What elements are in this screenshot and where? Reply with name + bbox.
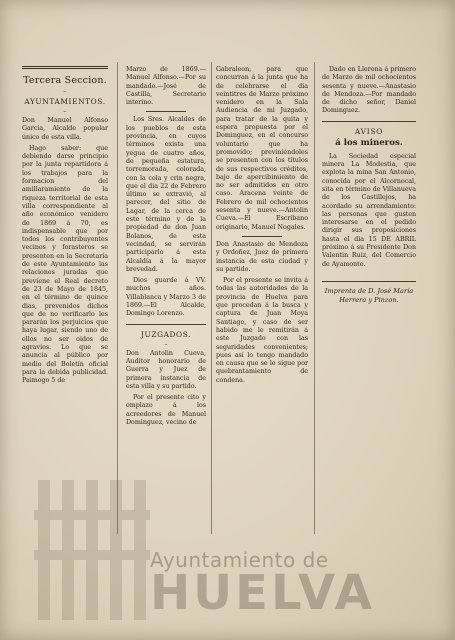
divider-rule (146, 111, 186, 112)
column-divider (117, 62, 118, 534)
column-3 (216, 66, 308, 388)
ornament-dash: – (63, 88, 67, 95)
column-4 (322, 66, 416, 305)
column-1 (22, 66, 108, 389)
watermark-line-1: Ayuntamiento de (150, 548, 329, 572)
paragraph: Gabraleon, para que concurran á la junta que ha de celebrarse el dia veintitres de Marzo próximo venidero en la Sala Audiencia de mi Juzgado, para tratar de la quita y espera propuesta por el Dominguez, en el concurso voluntario que ha promovido; previniéndoles se presenten con los títulos de sus respectivos créditos, bajo de apercibimiento de no ser admitidos en otro caso. Aracena veinte de Febrero de mil ochocientos sesenta y nueve.—Antolin Cueva.—El Escribano originario, Manuel Nogales. (216, 66, 308, 231)
paragraph: La Sociedad especial minera La Modestia, que explota la mina San Antonio, conocida por el Alcornocal, sita en término de Villanueva de los Castillejos, ha acordado su arrendamiento: las personas que gusten interesarse en el pedido dirigir sus proposiciones hasta el dia 15 DE ABRIL próximo á su Presidente Don Valentin Ruiz, del Comercio de Ayamonte. (322, 152, 416, 268)
paragraph: Don Manuel Alfonso Garcia, Alcalde popular único de esta villa. (22, 117, 108, 141)
divider-rule (322, 121, 416, 122)
paragraph: Marzo de 1869.—Manuel Alfonso.—Por su mandado.—José de Castilla, Secretario interino. (126, 66, 206, 107)
ornament-dash: – (63, 108, 67, 115)
juzgados-heading: JUZGADOS. (140, 329, 192, 339)
paragraph: Don Anastasio de Mendoza y Ordoñez, Juez de primera instancia de esta ciudad y su partido. (216, 240, 308, 273)
imprint-line: Imprenta de D. José María Herrera y Pinzon. (324, 286, 414, 304)
paragraph: Dios guarde á VV. muchos años. Villablanca y Marzo 3 de 1869.—El Alcalde, Domingo Lorenzo. (126, 277, 206, 318)
paragraph: Dado en Llerena á primero de Marzo de mil ochocientos sesenta y nueve.—Anastasio de Mendoza.—Por mandado de dicho señor, Daniel Dominguez. (322, 66, 416, 115)
column-divider (314, 62, 315, 534)
section-title: Tercera Seccion. (23, 75, 107, 86)
paragraph: Por el presente se invita á todas las autoridades de la provincia de Huelva para que procedan á la busca y captura de Juan Moya Santiago, y caso de ser habido me le remitirán á este Juzgado con las seguridades convenientes; pues así lo tengo mandado en causa que se le sigue por quebrantamiento de condena. (216, 277, 308, 384)
column-divider (211, 62, 212, 534)
section-rule (22, 66, 108, 69)
ayuntamientos-heading: AYUNTAMIENTOS. (24, 97, 106, 106)
divider-rule (322, 281, 416, 282)
watermark-line-2: HUELVA (150, 565, 375, 621)
divider-rule (126, 324, 206, 325)
column-2 (126, 66, 206, 430)
paragraph: Por el presente cito y emplazo á los acreedores de Manuel Dominguez, vecino de (126, 394, 206, 426)
aviso-subheading: á los mineros. (335, 137, 403, 148)
divider-rule (242, 236, 282, 237)
paragraph: Los Sres. Alcaldes de los pueblos de esta provincia, en cuyos términos exista una yegua de cuatro años, de pequeña estatura, torremorada, colorada, con la cola y crin negra, que el dia 22 de Febrero último se extravió, al parecer, del sitio de Lagar, de la cerca de este término y de la propiedad de don Juan Bolanos, de esta vecindad, se servirán participarlo á esta Alcaldía á la mayor brevedad. (126, 116, 206, 273)
paragraph: Hago saber: que debiendo darse principio por la junta repartidora á los trabajos para la formacion del amillaramiento de la riqueza territorial de esta villa correspondiente al año económico venidero de 1869 á 70, es indispensable que por todos los contribuyentes vecinos y forasteros se presenten en la Secretaría de este Ayuntamiento las relaciones juradas que previene el Real decreto de 23 de Mayo de 1845, en el término de quince dias, prevenidos dichos que de no verificarlo les pararán los perjuicios que haya lugar, siendo uno de ellos no ser oidos de agravios. Lo que se anuncia al público por medio del Boletín oficial para la debida publicidad. Paimogo 5 de (22, 144, 108, 385)
ornament-dash: – (164, 340, 168, 348)
aviso-heading: AVISO (354, 126, 384, 136)
paragraph: Don Antolin Cueva, Auditor honorario de Guerra y Juez de primera instancia de esta villa y su partido. (126, 349, 206, 390)
